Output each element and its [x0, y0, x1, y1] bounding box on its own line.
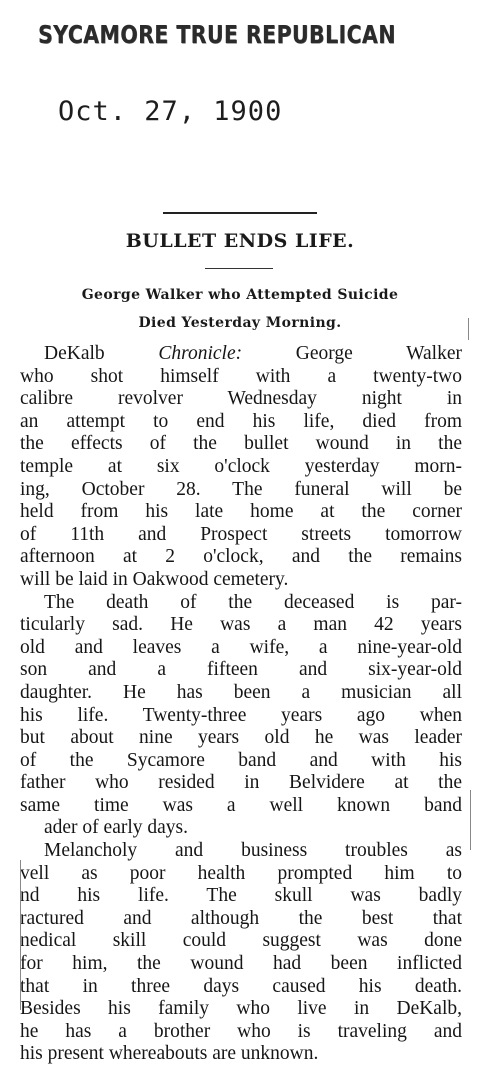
- article-line: ractured and although the best that: [20, 907, 462, 929]
- article-line: Besides his family who live in DeKalb,: [20, 998, 462, 1020]
- masthead-stamp: SYCAMORE TRUE REPUBLICAN: [38, 20, 396, 49]
- article-line: afternoon at 2 o'clock, and the remains: [20, 546, 462, 568]
- article-line: held from his late home at the corner: [20, 501, 462, 523]
- article-line: he has a brother who is traveling and: [20, 1020, 462, 1042]
- article-line: of 11th and Prospect streets tomorrow: [20, 523, 462, 545]
- article-line: that in three days caused his death.: [20, 975, 462, 997]
- article-line: the effects of the bullet wound in the: [20, 433, 462, 455]
- scan-edge-mark: [470, 790, 471, 850]
- article-line: temple at six o'clock yesterday morn-: [20, 455, 462, 477]
- article-line: calibre revolver Wednesday night in: [20, 388, 462, 410]
- column-rule: [163, 212, 317, 214]
- article-line: [20, 343, 462, 366]
- article-line: nd his life. The skull was badly: [20, 885, 462, 907]
- scan-edge-mark: [20, 860, 21, 1010]
- article-line: ader of early days.: [44, 817, 189, 839]
- article-line: will be laid in Oakwood cemetery.: [20, 568, 289, 590]
- article-line: The death of the deceased is par-: [44, 591, 462, 613]
- subheadline-line-1: George Walker who Attempted Suicide: [81, 287, 399, 303]
- article-line: his life. Twenty-three years ago when: [20, 704, 462, 726]
- article-line: vell as poor health prompted him to: [20, 862, 462, 884]
- scan-edge-mark: [468, 318, 469, 340]
- article-line: same time was a well known band: [20, 794, 462, 816]
- chronicle-name: Chronicle:: [158, 343, 243, 364]
- article-line: father who resided in Belvidere at the: [20, 772, 462, 794]
- article-line: of the Sycamore band and with his: [20, 749, 462, 771]
- article-line: daughter. He has been a musician all: [20, 681, 462, 703]
- article-line: but about nine years old he was leader: [20, 727, 462, 749]
- article-line: for him, the wound had been inflicted: [20, 953, 462, 975]
- subheadline-line-2: Died Yesterday Morning.: [138, 315, 342, 331]
- date-line: Oct. 27, 1900: [58, 96, 283, 127]
- headline-divider: [205, 268, 273, 269]
- article-line: ticularly sad. He was a man 42 years: [20, 614, 462, 636]
- article-line: old and leaves a wife, a nine-year-old: [20, 636, 462, 658]
- article-line: who shot himself with a twenty-two: [20, 365, 462, 387]
- article-line: an attempt to end his life, died from: [20, 410, 462, 432]
- article-line: nedical skill could suggest was done: [20, 930, 462, 952]
- article-line: son and a fifteen and six-year-old: [20, 659, 462, 681]
- first-line-rest: George Walker: [242, 343, 462, 364]
- article-line: ing, October 28. The funeral will be: [20, 478, 462, 500]
- article-body: [20, 343, 462, 1066]
- chronicle-prefix: DeKalb: [44, 343, 159, 364]
- article-line: Melancholy and business troubles as: [44, 840, 462, 862]
- article-line: his present whereabouts are unknown.: [20, 1043, 319, 1065]
- headline: BULLET ENDS LIFE.: [125, 230, 355, 252]
